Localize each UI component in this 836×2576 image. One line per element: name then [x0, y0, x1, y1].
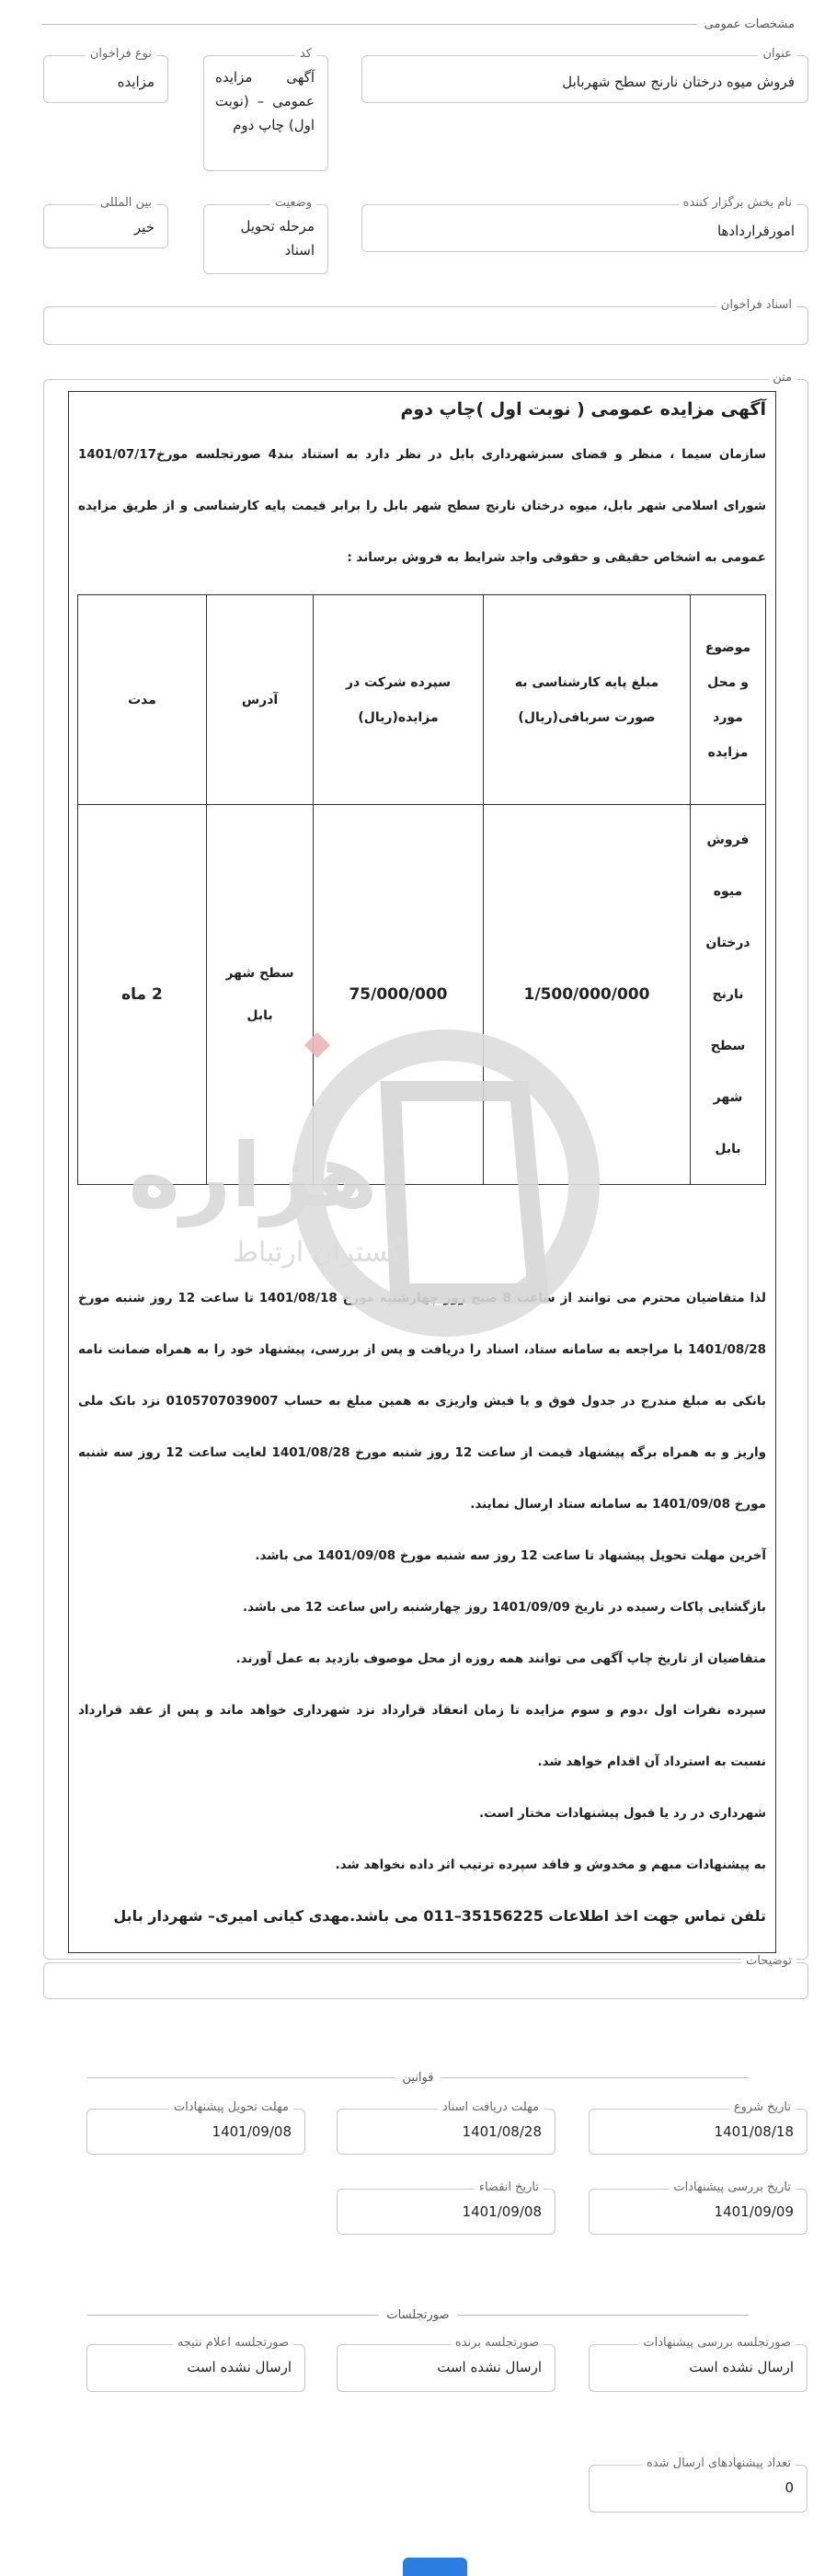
- review-date-field: تاریخ بررسی پیشنهادات 1401/09/09: [589, 2189, 807, 2235]
- svg-text:گستران ارتباط: گستران ارتباط: [233, 1236, 402, 1269]
- table-header-cell: مبلغ پایه کارشناسی به صورت سربافی(ریال): [484, 595, 691, 805]
- offer-deadline-field: مهلت تحویل پیشنهادات 1401/09/08: [86, 2109, 305, 2155]
- notice-heading: آگهی مزایده عمومی ( نوبت اول )چاپ دوم: [400, 399, 766, 420]
- table-cell: 1/500/000/000: [484, 805, 691, 1185]
- announcement-type-field: نوع فراخوان مزایده: [43, 55, 168, 103]
- notice-paragraph: لذا متقاضیان محترم می توانند از ساعت 8 صبح روز چهارشنبه مورخ 1401/08/18 تا ساعت 12 روز شنبه مورخ 1401/08/28 با مراجعه به سامانه ستاد، اسناد را دریافت و پس از بررسی، پیشنهاد خود را به همراه ضمانت نامه بانکی به مبلغ مندرج در جدول فوق و یا فیش واریزی به همین مبلغ به حساب 0105707039007 نزد بانک ملی واریز و به همراه برگه پیشنهاد قیمت از ساعت 12 روز شنبه مورخ 1401/08/28 لغایت ساعت 12 روز سه شنبه مورخ 1401/09/08 به سامانه ستاد ارسال نمایند.: [78, 1291, 766, 1512]
- auction-table: [77, 594, 766, 1185]
- table-header-cell: آدرس: [207, 595, 314, 805]
- table-header-cell: موضوع و محل مورد مزایده: [691, 595, 766, 805]
- table-row: [78, 805, 766, 1185]
- notice-document: [68, 391, 776, 1953]
- svg-text:هزاره: هزاره: [128, 1124, 378, 1227]
- notice-paragraph: به پیشنهادات مبهم و مخدوش و فاقد سپرده ترتیب اثر داده نخواهد شد.: [335, 1857, 766, 1872]
- result-minutes-field: صورتجلسه اعلام نتیجه ارسال نشده است: [86, 2344, 305, 2392]
- notice-signature: تلفن تماس جهت اخذ اطلاعات 35156225–011 می باشد.مهدی کیانی امیری– شهردار بابل: [113, 1907, 766, 1925]
- notice-paragraph: سپرده نفرات اول ،دوم و سوم مزایده تا زمان انعقاد قرارداد نزد شهرداری خواهد ماند و پس از عقد قرارداد نسبت به استرداد آن اقدام خواهد شد.: [78, 1703, 766, 1769]
- table-header-cell: مدت: [78, 595, 207, 805]
- expiry-date-field: تاریخ انقضاء 1401/09/08: [337, 2189, 555, 2235]
- notice-paragraph: بازگشایی پاکات رسیده در تاریخ 1401/09/09 روز چهارشنبه راس ساعت 12 می باشد.: [242, 1600, 766, 1615]
- notice-body: [78, 1272, 766, 1942]
- general-section-title: مشخصات عمومی: [41, 15, 795, 33]
- docs-deadline-field: مهلت دریافت اسناد 1401/08/28: [337, 2109, 555, 2155]
- table-header-cell: سپرده شرکت در مزایده(ریال): [314, 595, 484, 805]
- table-cell: فروش میوه درختان نارنج سطح شهر بابل: [691, 805, 766, 1185]
- international-field: بین المللی خیر: [43, 204, 168, 248]
- table-header-row: [78, 595, 766, 805]
- start-date-field: تاریخ شروع 1401/08/18: [589, 2109, 807, 2155]
- table-cell: 75/000/000: [314, 805, 484, 1185]
- text-field: متن: [43, 379, 808, 1960]
- notice-paragraph: متقاضیان از تاریخ چاپ آگهی می توانند همه روزه از محل موصوف بازدید به عمل آورند.: [235, 1651, 766, 1666]
- offer-count-field: تعداد پیشنهادهای ارسال شده 0: [589, 2465, 807, 2513]
- notice-intro: سازمان سیما ، منظر و فضای سبزشهرداری بابل در نظر دارد به استناد بند4 صورتجلسه مورخ1401/07/17 شورای اسلامی شهر بابل، میوه درختان نارنج سطح شهر بابل را برابر قیمت پایه کارشناسی و از طریق مزایده عمومی به اشخاص حقیقی و حقوقی واجد شرایط به فروش برساند :: [78, 447, 766, 565]
- table-cell: سطح شهر بابل: [207, 805, 314, 1185]
- table-cell: 2 ماه: [78, 805, 207, 1185]
- minutes-section-title: صورتجلسات: [87, 2306, 749, 2324]
- deadlines-section-title: قوانین: [87, 2068, 749, 2087]
- winner-minutes-field: صورتجلسه برنده ارسال نشده است: [337, 2344, 555, 2392]
- action-button[interactable]: [403, 2558, 467, 2576]
- title-field: عنوان فروش میوه درختان نارنج سطح شهربابل: [361, 55, 808, 103]
- notes-field: توضیحات: [43, 1962, 808, 1999]
- notice-paragraph: شهرداری در رد یا قبول پیشنهادات مختار است.: [479, 1806, 766, 1821]
- department-field: نام بخش برگزار کننده امورقراردادها: [361, 204, 808, 252]
- documents-field[interactable]: اسناد فراخوان: [43, 306, 808, 345]
- code-field: کد آگهی مزایده عمومی – (نوبت اول) چاپ دوم: [203, 55, 328, 171]
- status-field: وضعیت مرحله تحویل اسناد: [203, 204, 328, 274]
- notice-paragraph: آخرین مهلت تحویل پیشنهاد تا ساعت 12 روز سه شنبه مورخ 1401/09/08 می باشد.: [255, 1548, 766, 1563]
- review-minutes-field: صورتجلسه بررسی پیشنهادات ارسال نشده است: [589, 2344, 807, 2392]
